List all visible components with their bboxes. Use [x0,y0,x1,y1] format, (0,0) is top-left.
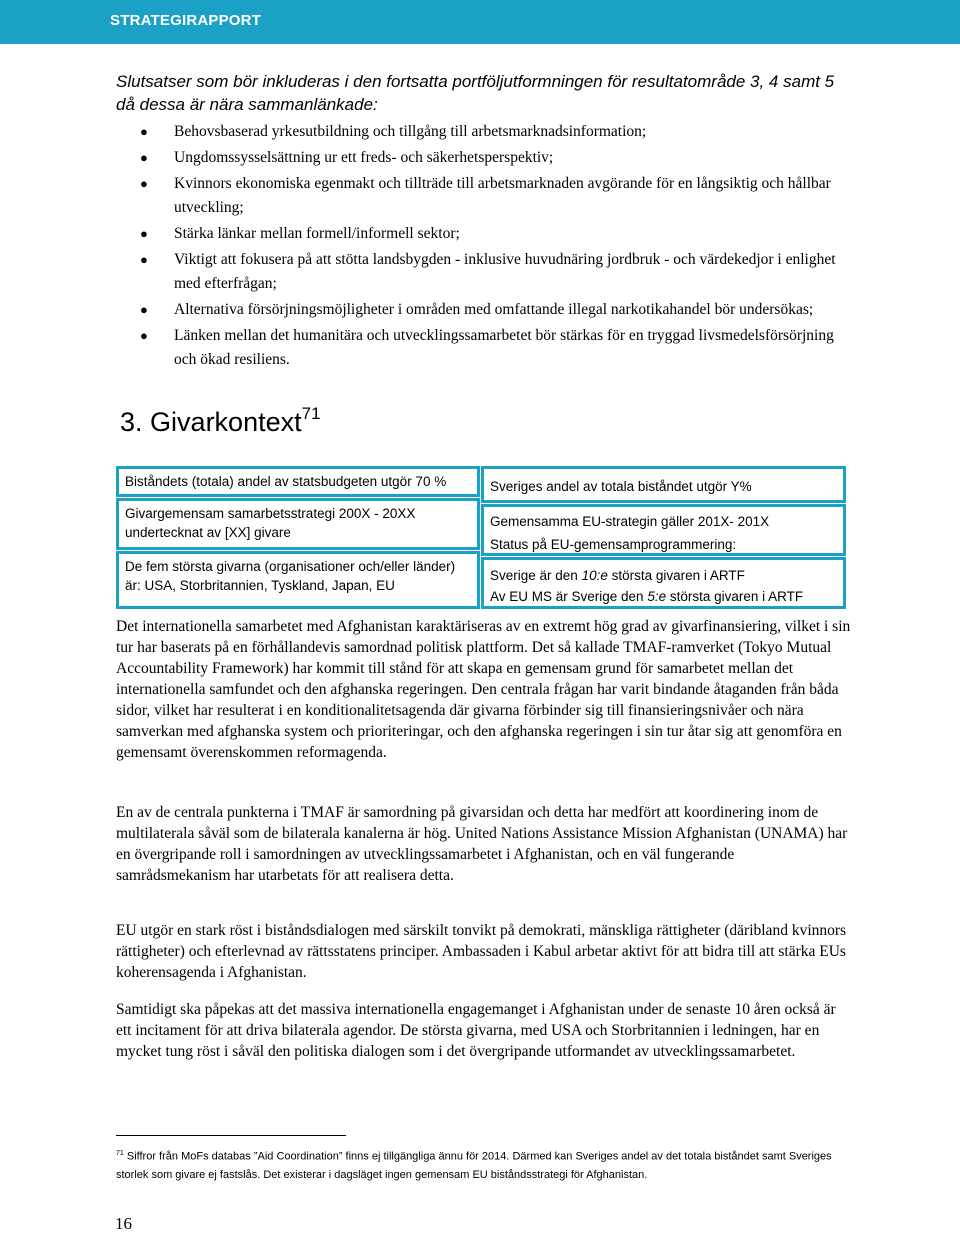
bullet-icon: ● [140,150,148,165]
footnote-number: 71 [116,1150,124,1157]
footnote [116,1145,856,1184]
list-item: ● Stärka länkar mellan formell/informell sektor; [116,222,856,246]
box-artf-rank: Sverige är den 10:e största givaren i ARTF Av EU MS är Sverige den 5:e största givaren i ARTF [481,557,846,609]
paragraph: En av de centrala punkterna i TMAF är samordning på givarsidan och detta har medfört att koordinering inom de multilaterala såväl som de bilaterala kanalerna är hög. United Nations Assistance Mission Afghanistan (UNAMA) har en övergripande roll i samordningen av utvecklingssamarbetet i Afghanistan, och en väl fungerande samrådsmekanism har utarbetats för att realisera detta. [116,804,848,884]
box-sweden-share: Sveriges andel av totala biståndet utgör Y% [481,466,846,503]
bullet-icon: ● [140,176,148,191]
list-item: ● Länken mellan det humanitära och utvecklingssamarbetet bör stärkas för en tryggad livsmedelsförsörjning och ökad resiliens. [116,324,856,372]
bullet-icon: ● [140,226,148,241]
list-item: ● Kvinnors ekonomiska egenmakt och tillträde till arbetsmarknaden avgörande för en långsiktig och hållbar utveckling; [116,172,856,220]
bullet-icon: ● [140,124,148,139]
box-largest-donors: De fem största givarna (organisationer och/eller länder) är: USA, Storbritannien, Tyskland, Japan, EU [116,551,480,609]
section-number: 3. [120,407,143,437]
header-bar [0,0,960,44]
box-eu-strategy: Gemensamma EU-strategin gäller 201X- 201X Status på EU-gemensamprogrammering: [481,504,846,556]
bullet-icon: ● [140,328,148,343]
footnote-ref: 71 [301,404,321,423]
intro-text: Slutsatser som bör inkluderas i den fortsatta portföljutformningen för resultatområde 3, 4 samt 5 då dessa är nära sammanlänkade: [116,72,835,114]
box-donor-strategy: Givargemensam samarbetsstrategi 200X - 20XX undertecknat av [XX] givare [116,498,480,550]
bullet-icon: ● [140,252,148,267]
box-aid-share-budget: Biståndets (totala) andel av statsbudgeten utgör 70 % [116,466,480,497]
footnote-separator [116,1135,346,1136]
header-title: STRATEGIRAPPORT [110,12,262,29]
section-heading [120,404,321,438]
list-item: ● Ungdomssysselsättning ur ett freds- och säkerhetsperspektiv; [116,146,856,170]
paragraph: Samtidigt ska påpekas att det massiva internationella engagemanget i Afghanistan under de senaste 10 åren också är ett incitament för att driva bilaterala agendor. De största givarna, med USA och Storbritannien i ledningen, har en mycket tung röst i såväl den politiska dialogen som i det övergripande utformandet av utvecklingssamarbetet. [116,1001,836,1060]
list-item: ● Behovsbaserad yrkesutbildning och tillgång till arbetsmarknadsinformation; [116,120,856,144]
page-number: 16 [115,1214,132,1233]
bullet-icon: ● [140,302,148,317]
list-item: ● Alternativa försörjningsmöjligheter i områden med omfattande illegal narkotikahandel bör undersökas; [116,298,856,322]
paragraph: Det internationella samarbetet med Afghanistan karaktäriseras av en extremt hög grad av givarfinansiering, vilket i sin tur har baserats på en förhållandevis samordnad politisk plattform. Det så kallade TMAF-ramverket (Tokyo Mutual Accountability Framework) har kommit till stånd för att skapa en gemensam grund för samarbetet mellan det internationella samfundet och den afghanska regeringen. Den centrala frågan har varit bindande åtaganden från båda sidor, vilket har resulterat i en konditionalitetsagenda där givarna förbinder sig till finansieringsnivåer och nära samverkan med afghanska system och prioriteringar, och den afghanska regeringen i sin tur åtar sig att genomföra en gemensamt överenskommen reformagenda. [116,618,851,761]
conclusion-list [116,120,856,374]
footnote-text: Siffror från MoFs databas ”Aid Coordination” finns ej tillgängliga ännu för 2014. Därmed kan Sveriges andel av det totala biståndet samt Sveriges storlek som givare ej fastslås. Det existerar i dagsläget ingen gemensam EU biståndsstrategi för Afghanistan. [116,1150,832,1181]
paragraph: EU utgör en stark röst i biståndsdialogen med särskilt tonvikt på demokrati, mänskliga rättigheter (däribland kvinnors rättigheter) och efterlevnad av rättsstatens principer. Ambassaden i Kabul arbetar aktivt för att bidra till att stärka EUs koherensagenda i Afghanistan. [116,922,847,981]
section-title: Givarkontext [150,407,302,437]
list-item: ● Viktigt att fokusera på att stötta landsbygden - inklusive huvudnäring jordbruk - och värdekedjor i enlighet med efterfrågan; [116,248,856,296]
